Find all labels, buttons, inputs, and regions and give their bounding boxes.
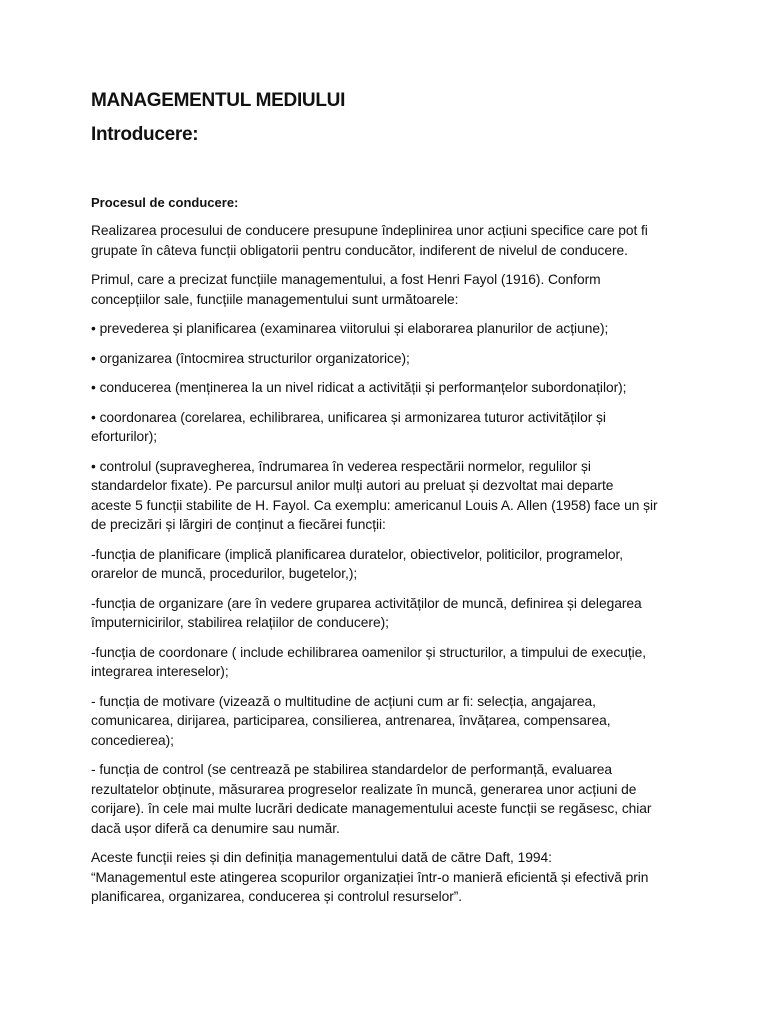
paragraph-line: • conducerea (menținerea la un nivel ridicat a activității și performanțelor subordonaților); [91, 380, 627, 395]
paragraph [91, 457, 684, 535]
paragraph-line: -funcția de coordonare ( include echilibrarea oamenilor și structurilor, a timpului de execuție, [91, 644, 647, 660]
paragraph [91, 643, 684, 682]
paragraph-line: • prevederea și planificarea (examinarea viitorului și elaborarea planurilor de acțiune); [91, 321, 609, 336]
paragraph-line: eforturilor); [91, 429, 158, 444]
paragraph-line: corijare). în cele mai multe lucrări dedicate managementului aceste funcții se regăsesc, chiar [91, 801, 652, 816]
document-title: MANAGEMENTUL MEDIULUI [91, 90, 346, 111]
paragraph-line: - funcția de control (se centrează pe stabilirea standardelor de performanță, evaluarea [91, 762, 612, 777]
paragraph-line: concepțiilor sale, funcțiile managementului sunt următoarele: [91, 291, 459, 307]
paragraph-line: - funcția de motivare (vizează o multitudine de acțiuni cum ar fi: selecția, angajarea, [91, 693, 596, 709]
paragraph-line: de precizări și lărgiri de conținut a fiecărei funcții: [91, 517, 386, 532]
paragraph-line: concedierea); [91, 732, 174, 748]
paragraph [91, 270, 684, 309]
paragraph-line: -funcția de organizare (are în vedere gruparea activităților de muncă, definirea și delegarea [91, 595, 642, 611]
paragraph-line: aceste 5 funcții stabilite de H. Fayol. Ca exemplu: americanul Louis A. Allen (1958) face un șir [91, 497, 658, 513]
paragraph-line: -funcția de planificare (implică planificarea duratelor, obiectivelor, politicilor, programelor, [91, 546, 624, 562]
paragraph [91, 594, 684, 633]
paragraph-line: rezultatelor obținute, măsurarea progreselor realizate în muncă, generarea unor acțiuni de [91, 781, 637, 797]
paragraph [91, 221, 684, 260]
paragraph [91, 545, 684, 584]
paragraph [91, 378, 684, 398]
paragraph-line: împuternicirilor, stabilirea relațiilor de conducere); [91, 615, 389, 630]
paragraph-line: Realizarea procesului de conducere presupune îndeplinirea unor acțiuni specifice care pot fi [91, 223, 648, 238]
paragraph-line: “Managementul este atingerea scopurilor organizației într-o manieră eficientă și efectivă prin [91, 869, 649, 885]
paragraph [91, 692, 684, 751]
paragraph-line: • controlul (supravegherea, îndrumarea în vederea respectării normelor, regulilor și [91, 458, 591, 474]
paragraph-line: • organizarea (întocmirea structurilor organizatorice); [91, 350, 410, 366]
paragraph-line: planificarea, organizarea, conducerea și controlul resurselor”. [91, 889, 463, 904]
paragraph-line: Aceste funcții reies și din definiția managementului dată de către Daft, 1994: [91, 850, 552, 865]
paragraph-line: standardelor fixate). Pe parcursul anilor mulți autori au preluat și dezvoltat mai departe [91, 478, 614, 493]
paragraph-line: orarelor de muncă, procedurilor, bugetelor,); [91, 566, 358, 581]
document-subtitle: Introducere: [91, 124, 199, 145]
paragraph-line: • coordonarea (corelarea, echilibrarea, unificarea și armonizarea tuturor activităților și [91, 409, 606, 425]
paragraph [91, 349, 684, 369]
paragraph-line: comunicarea, dirijarea, participarea, consilierea, antrenarea, învățarea, compensarea, [91, 713, 611, 728]
paragraph [91, 848, 684, 907]
paragraph-line: integrarea intereselor); [91, 664, 229, 679]
paragraph-line: grupate în câteva funcții obligatorii pentru conducător, indiferent de nivelul de conducere. [91, 242, 628, 258]
paragraph-line: Primul, care a precizat funcțiile managementului, a fost Henri Fayol (1916). Conform [91, 272, 601, 287]
paragraph [91, 760, 684, 838]
paragraph [91, 408, 684, 447]
section-heading: Procesul de conducere: [91, 195, 239, 210]
body-text [91, 221, 684, 907]
paragraph [91, 319, 684, 339]
paragraph-line: dacă ușor diferă ca denumire sau număr. [91, 820, 340, 836]
